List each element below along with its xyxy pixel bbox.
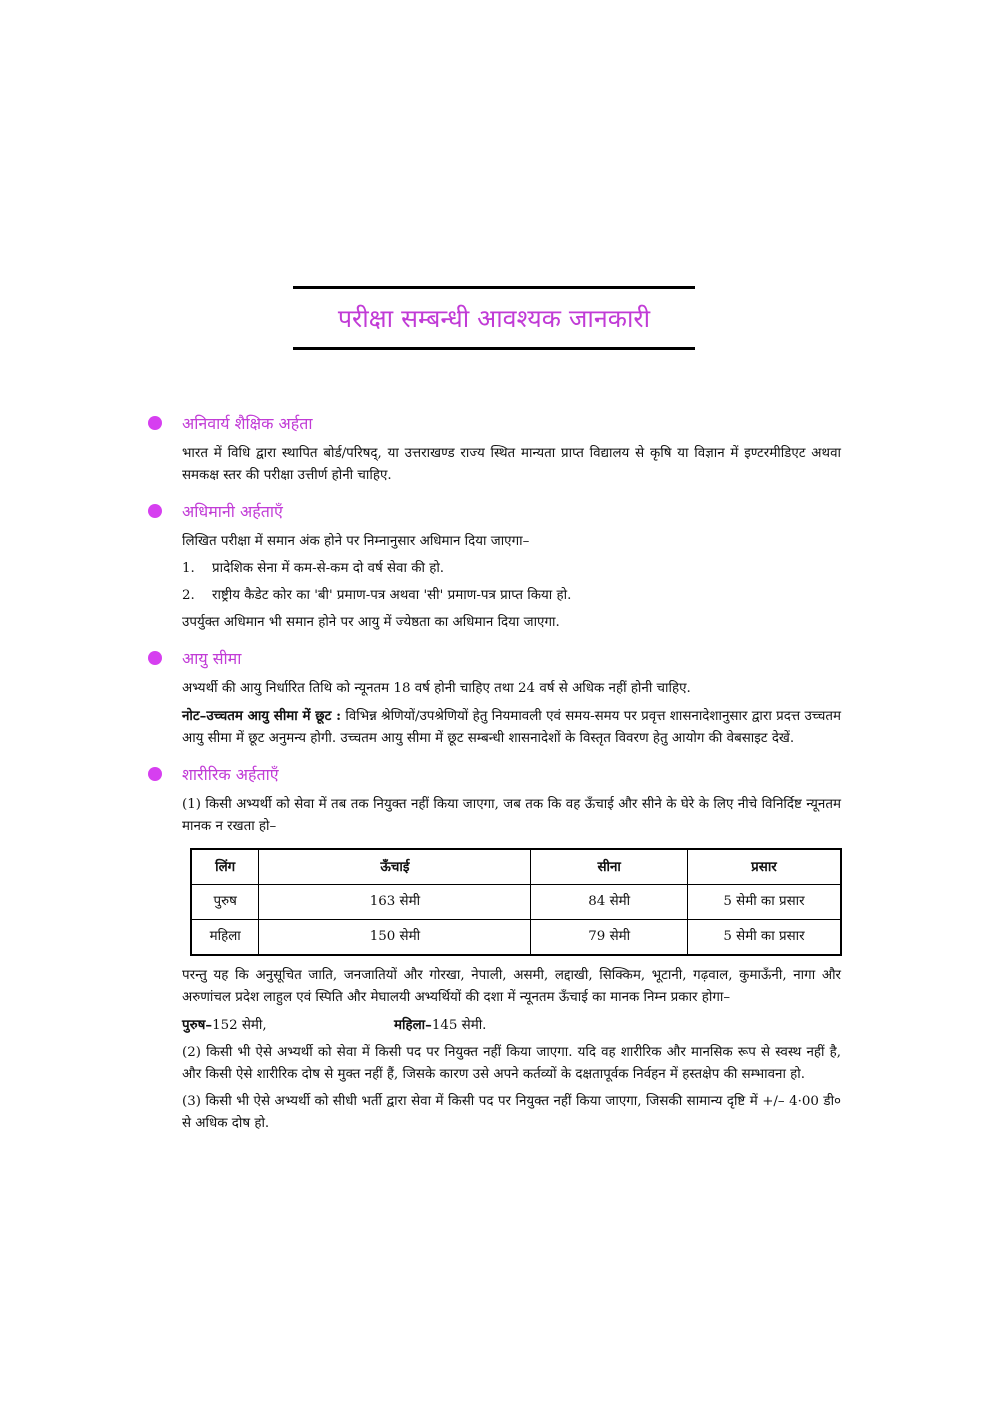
table-header-cell: सीना	[531, 849, 688, 885]
paragraph: भारत में विधि द्वारा स्थापित बोर्ड/परिषद्, या उत्तराखण्ड राज्य स्थित मान्यता प्राप्त विद्यालय से कृषि या विज्ञान में इण्टरमीडिएट अथवा समकक्ष स्तर की परीक्षा उत्तीर्ण होनी चाहिए.	[182, 446, 841, 483]
list-text: राष्ट्रीय कैडेट कोर का 'बी' प्रमाण-पत्र अथवा 'सी' प्रमाण-पत्र प्राप्त किया हो.	[212, 588, 572, 603]
table-header-row	[191, 849, 841, 885]
table-cell: 5 सेमी का प्रसार	[687, 885, 841, 920]
section-header	[148, 500, 841, 522]
paragraph: (1) किसी अभ्यर्थी को सेवा में तब तक नियुक्त नहीं किया जाएगा, जब तक कि वह ऊँचाई और सीने के घेरे के लिए नीचे विनिर्दिष्ट न्यूनतम मानक न रखता हो–	[182, 797, 841, 834]
table-cell: महिला	[191, 920, 259, 956]
section-heading: अनिवार्य शैक्षिक अर्हता	[182, 414, 313, 433]
table-row	[191, 920, 841, 956]
section-header	[148, 412, 841, 434]
table-cell: 5 सेमी का प्रसार	[687, 920, 841, 956]
paragraph: उपर्युक्त अधिमान भी समान होने पर आयु में ज्येष्ठता का अधिमान दिया जाएगा.	[182, 615, 560, 630]
male-min-height	[182, 1014, 394, 1037]
male-value: 152 सेमी,	[212, 1018, 267, 1033]
list-text: प्रादेशिक सेना में कम-से-कम दो वर्ष सेवा की हो.	[212, 561, 445, 576]
female-min-height	[394, 1014, 486, 1037]
bullet-icon	[148, 416, 162, 430]
note-label: नोट–उच्चतम आयु सीमा में छूट :	[182, 708, 342, 724]
table-cell: 163 सेमी	[259, 885, 531, 920]
female-label: महिला–	[394, 1017, 432, 1033]
minimum-height-line	[182, 1014, 841, 1037]
physical-standards-table	[190, 848, 842, 956]
note-paragraph	[182, 705, 841, 750]
table-header-cell: ऊँचाई	[259, 849, 531, 885]
female-value: 145 सेमी.	[431, 1018, 487, 1033]
bullet-icon	[148, 504, 162, 518]
list-number: 2.	[182, 588, 195, 603]
list-number: 1.	[182, 561, 195, 576]
table-cell: 84 सेमी	[531, 885, 688, 920]
paragraph: लिखित परीक्षा में समान अंक होने पर निम्नानुसार अधिमान दिया जाएगा–	[182, 534, 530, 549]
list-item	[182, 585, 841, 607]
section-educational-qualification	[148, 412, 841, 487]
bullet-icon	[148, 651, 162, 665]
table-row	[191, 885, 841, 920]
section-header	[148, 763, 841, 785]
section-age-limit	[148, 647, 841, 750]
page-title: परीक्षा सम्बन्धी आवश्यक जानकारी	[337, 304, 651, 333]
section-header	[148, 647, 841, 669]
table-cell: 79 सेमी	[531, 920, 688, 956]
section-heading: शारीरिक अर्हताएँ	[182, 765, 279, 784]
table-cell: 150 सेमी	[259, 920, 531, 956]
section-heading: अधिमानी अर्हताएँ	[182, 502, 283, 521]
list-item	[182, 558, 841, 580]
table-header-cell: लिंग	[191, 849, 259, 885]
title-box	[293, 286, 695, 350]
bullet-icon	[148, 767, 162, 781]
section-heading: आयु सीमा	[182, 649, 242, 668]
male-label: पुरुष–	[182, 1017, 213, 1033]
table-cell: पुरुष	[191, 885, 259, 920]
table-header-cell: प्रसार	[687, 849, 841, 885]
content	[148, 412, 841, 1148]
note-text: विभिन्न श्रेणियों/उपश्रेणियों हेतु नियमावली एवं समय-समय पर प्रवृत्त शासनादेशानुसार द्वारा प्रदत्त उच्चतम आयु सीमा में छूट अनुमन्य होगी. उच्चतम आयु सीमा में छूट सम्बन्धी शासनादेशों के विस्तृत विवरण हेतु आयोग की वेबसाइट देखें.	[182, 709, 841, 746]
section-preferential-qualifications	[148, 500, 841, 634]
paragraph: (2) किसी भी ऐसे अभ्यर्थी को सेवा में किसी पद पर नियुक्त नहीं किया जाएगा. यदि वह शारीरिक और मानसिक रूप से स्वस्थ नहीं है, और किसी ऐसे शारीरिक दोष से मुक्त नहीं हैं, जिसके कारण उसे अपने कर्तव्यों के दक्षतापूर्वक निर्वहन में हस्तक्षेप की सम्भावना हो.	[182, 1045, 841, 1082]
paragraph: अभ्यर्थी की आयु निर्धारित तिथि को न्यूनतम 18 वर्ष होनी चाहिए तथा 24 वर्ष से अधिक नहीं होनी चाहिए.	[182, 681, 691, 696]
paragraph: (3) किसी भी ऐसे अभ्यर्थी को सीधी भर्ती द्वारा सेवा में किसी पद पर नियुक्त नहीं किया जाएगा, जिसकी सामान्य दृष्टि में +/– 4·00 डी० से अधिक दोष हो.	[182, 1094, 841, 1131]
paragraph: परन्तु यह कि अनुसूचित जाति, जनजातियों और गोरखा, नेपाली, असमी, लद्दाखी, सिक्किम, भूटानी, गढ़वाल, कुमाऊँनी, नागा और अरुणांचल प्रदेश लाहुल एवं स्पिति और मेघालयी अभ्यर्थियों की दशा में न्यूनतम ऊँचाई का मानक निम्न प्रकार होगा–	[182, 968, 841, 1005]
section-physical-qualifications	[148, 763, 841, 1135]
